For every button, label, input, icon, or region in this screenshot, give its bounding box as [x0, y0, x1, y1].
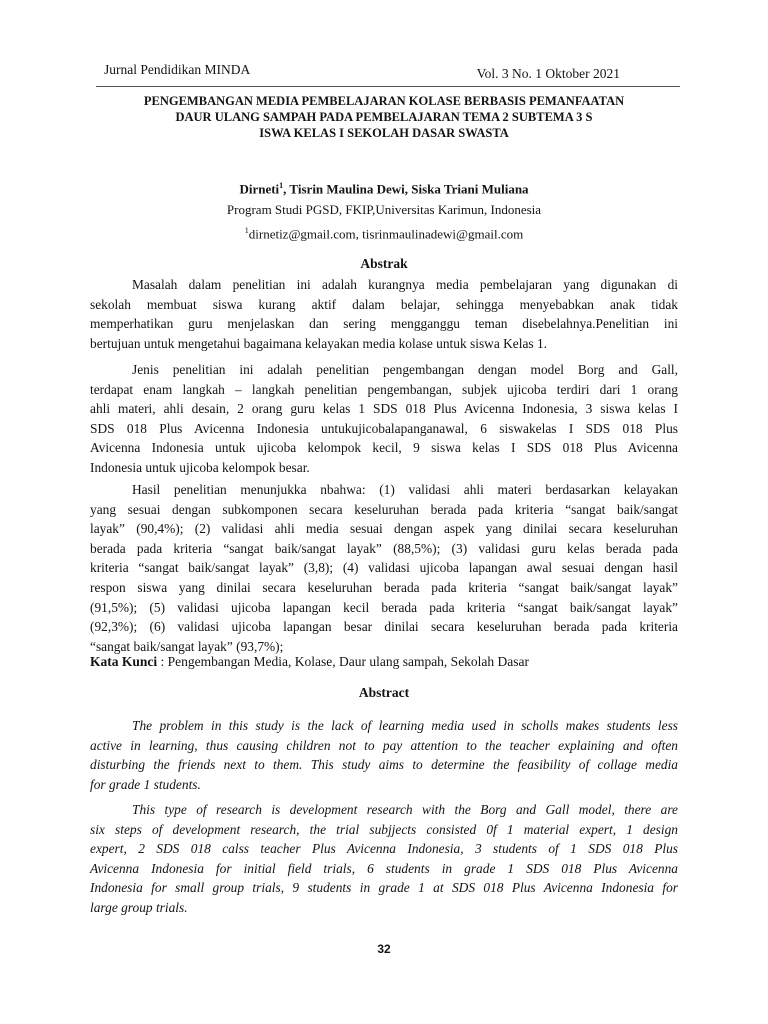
text-line: Jenis penelitian ini adalah penelitian pengembangan dengan model Borg and Gall, [132, 362, 678, 377]
abstrak-heading: Abstrak [360, 256, 408, 271]
article-title [100, 93, 668, 141]
text-line: six steps of development research, the trial subjjects consisted 0f 1 material expert, 1 design [90, 821, 678, 837]
page-number: 32 [377, 942, 391, 956]
text-line: large group trials. [90, 899, 188, 915]
co-authors: , Tisrin Maulina Dewi, Siska Triani Muliana [283, 181, 529, 197]
email-list[interactable]: dirnetiz@gmail.com, tisrinmaulinadewi@gmail.com [248, 226, 524, 242]
text-line: (91,5%); (5) validasi ujicoba lapangan kecil berada pada kriteria “sangat baik/sangat layak” [90, 599, 678, 615]
text-line: layak” (90,4%); (2) validasi ahli media sesuai dengan aspek yang dinilai secara keseluruhan [90, 521, 678, 537]
author-block [88, 175, 680, 245]
author-superscript: 1 [279, 181, 284, 190]
affiliation: Program Studi PGSD, FKIP,Universitas Karimun, Indonesia [226, 202, 542, 218]
text-line: ahli materi, ahli desain, 2 orang guru kelas 1 SDS 018 Plus Avicenna Indonesia, 3 siswa kelas I [90, 401, 678, 417]
text-line: This type of research is development research with the Borg and Gall model, there are [132, 802, 678, 817]
abstrak-paragraph-3 [90, 480, 678, 656]
text-line: disturbing the friends next to them. This study aims to determine the feasibility of collage media [90, 757, 678, 773]
text-line: yang sesuai dengan subkomponen secara keseluruhan berada pada kriteria “sangat baik/sangat [90, 501, 678, 517]
title-line: DAUR ULANG SAMPAH PADA PEMBELAJARAN TEMA 2 SUBTEMA 3 S [175, 110, 593, 124]
abstrak-paragraph-1 [90, 275, 678, 353]
text-line: (92,3%); (6) validasi ujicoba lapangan besar dinilai secara keseluruhan berada pada kriteria [90, 619, 678, 635]
text-line: Avicenna Indonesia untuk ujicoba kelompok kecil, 9 siswa kelas I SDS 018 Plus Avicenna [90, 440, 678, 456]
text-line: Hasil penelitian menunjukka nbahwa: (1) validasi ahli materi berdasarkan kelayakan [132, 482, 678, 497]
author-names [88, 175, 680, 199]
text-line: kriteria “sangat baik/sangat layak” (3,8); (4) validasi ujicoba lapangan awal sesuai dengan hasil [90, 560, 678, 576]
text-line: active in learning, thus causing children not to pay attention to the teacher explaining and often [90, 737, 678, 753]
abstract-paragraph-2 [90, 800, 678, 918]
text-line: terdapat enam langkah – langkah penelitian pengembangan, subjek ujicoba terdiri dari 1 orang [90, 381, 678, 397]
text-line: expert, 2 SDS 018 calss teacher Plus Avicenna Indonesia, 3 students of 1 SDS 018 Plus [90, 841, 678, 857]
text-line: Indonesia for small group trials, 9 students in grade 1 at SDS 018 Plus Avicenna Indonesia for [90, 880, 678, 896]
keywords-list: : Pengembangan Media, Kolase, Daur ulang sampah, Sekolah Dasar [157, 654, 530, 669]
email-superscript: 1 [244, 226, 249, 236]
emails [88, 220, 680, 244]
abstract-paragraph-1 [90, 716, 678, 794]
keywords-label: Kata Kunci [90, 654, 158, 669]
text-line: SDS 018 Plus Avicenna Indonesia untukujicobalapanganawal, 6 siswakelas I SDS 018 Plus [90, 420, 678, 436]
abstract-heading: Abstract [358, 685, 410, 700]
text-line: respon siswa yang dinilai secara keseluruhan berada pada kriteria “sangat baik/sangat layak” [90, 579, 678, 595]
text-line: Avicenna Indonesia for initial field trials, 6 students in grade 1 SDS 018 Plus Avicenna [90, 860, 678, 876]
title-line: ISWA KELAS I SEKOLAH DASAR SWASTA [259, 126, 509, 140]
text-line: sekolah membuat siswa kurang aktif dalam belajar, sehingga menyebabkan anak tidak [90, 296, 678, 312]
keywords [90, 654, 529, 670]
title-line: PENGEMBANGAN MEDIA PEMBELAJARAN KOLASE BERBASIS PEMANFAATAN [143, 94, 625, 108]
abstrak-paragraph-2 [90, 360, 678, 478]
text-line: “sangat baik/sangat layak” (93,7%); [90, 638, 284, 654]
first-author: Dirneti [239, 181, 280, 197]
header-rule [96, 86, 680, 87]
journal-name: Jurnal Pendidikan MINDA [104, 62, 251, 77]
volume-info: Vol. 3 No. 1 Oktober 2021 [476, 66, 620, 81]
text-line: for grade 1 students. [90, 776, 201, 792]
text-line: The problem in this study is the lack of learning media used in scholls makes students less [132, 718, 678, 733]
text-line: berada pada kriteria “sangat baik/sangat layak” (88,5%); (3) validasi guru kelas berada pada [90, 540, 678, 556]
text-line: Indonesia untuk ujicoba kelompok besar. [90, 459, 310, 475]
text-line: memperhatikan guru menjelaskan dan sering mengganggu teman disebelahnya.Penelitian ini [90, 316, 678, 332]
text-line: bertujuan untuk mengetahui bagaimana kelayakan media kolase untuk siswa Kelas 1. [90, 335, 548, 351]
text-line: Masalah dalam penelitian ini adalah kurangnya media pembelajaran yang digunakan di [132, 277, 678, 292]
